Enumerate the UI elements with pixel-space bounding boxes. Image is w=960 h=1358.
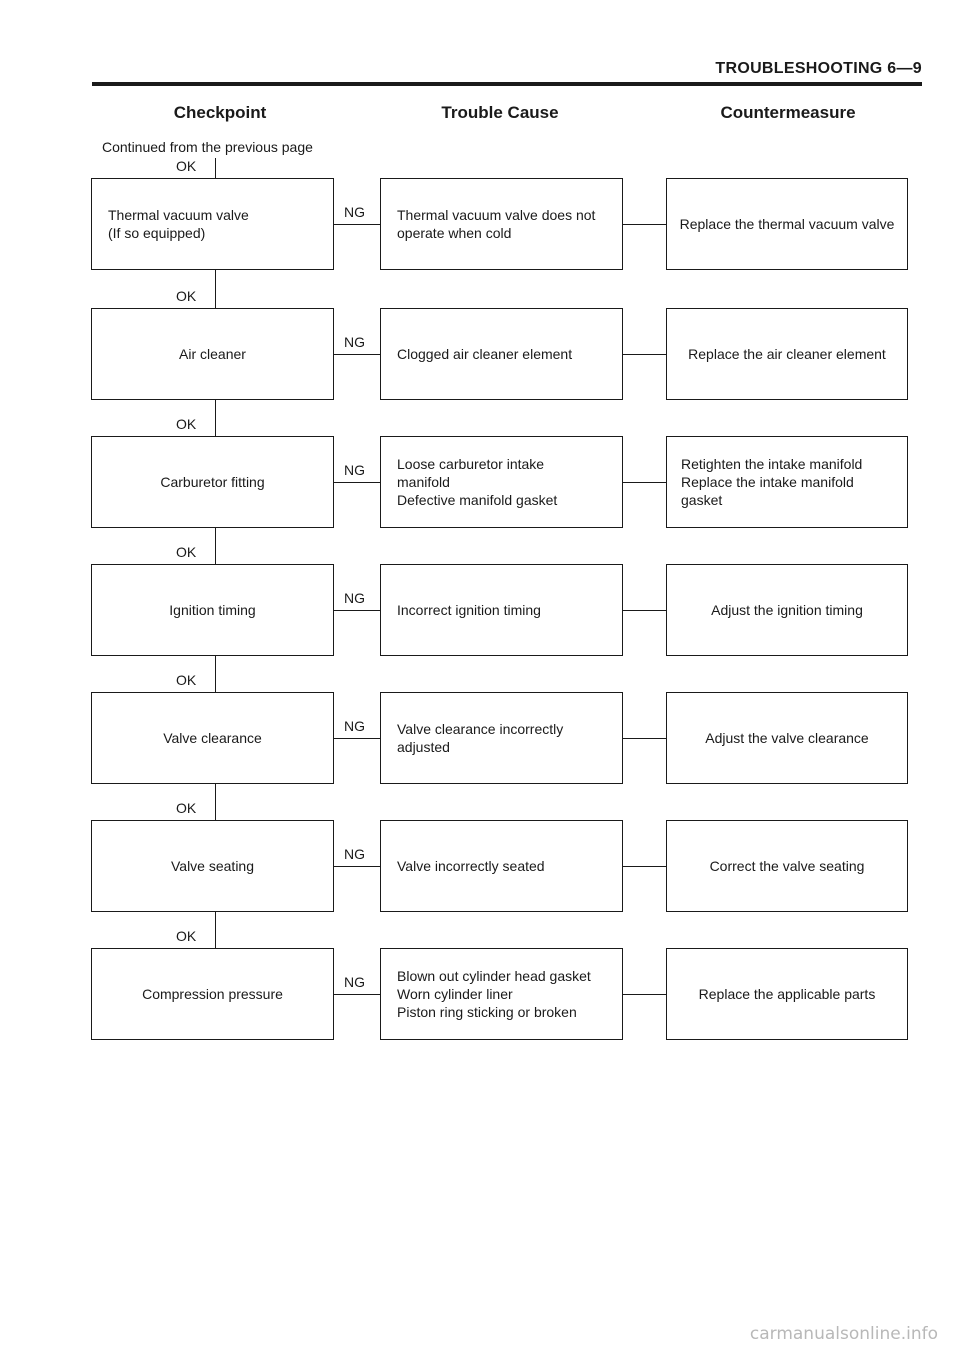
ok-label: OK bbox=[176, 288, 197, 304]
trouble-cause-box bbox=[380, 308, 623, 400]
countermeasure-box bbox=[666, 308, 908, 400]
watermark: carmanualsonline.info bbox=[749, 1324, 938, 1344]
checkpoint-box-text: Carburetor fitting bbox=[160, 474, 265, 490]
checkpoint-box-text: Air cleaner bbox=[179, 346, 246, 362]
trouble-cause-box-text: Clogged air cleaner element bbox=[397, 346, 573, 362]
ng-connector bbox=[334, 482, 380, 483]
trouble-cause-box-text: Blown out cylinder head gasket Worn cylinder liner Piston ring sticking or broken bbox=[397, 968, 591, 1020]
ok-connector bbox=[215, 784, 216, 820]
countermeasure-box-text: Replace the applicable parts bbox=[698, 986, 876, 1002]
countermeasure-box-text: Replace the air cleaner element bbox=[688, 346, 886, 362]
checkpoint-box bbox=[91, 948, 334, 1040]
ok-label: OK bbox=[176, 416, 197, 432]
ng-connector bbox=[334, 224, 380, 225]
countermeasure-box bbox=[666, 948, 908, 1040]
continued-note: Continued from the previous page bbox=[102, 139, 313, 155]
ok-label: OK bbox=[176, 544, 197, 560]
ng-label: NG bbox=[344, 334, 365, 350]
ok-connector bbox=[215, 158, 216, 178]
ok-label: OK bbox=[176, 672, 197, 688]
ng-connector bbox=[334, 610, 380, 611]
ng-label: NG bbox=[344, 974, 365, 990]
ok-connector bbox=[215, 528, 216, 564]
checkpoint-box bbox=[91, 564, 334, 656]
cause-connector bbox=[623, 994, 666, 995]
column-header-checkpoint: Checkpoint bbox=[173, 103, 267, 122]
cause-connector bbox=[623, 866, 666, 867]
trouble-cause-box-text: Incorrect ignition timing bbox=[397, 602, 541, 618]
cause-connector bbox=[623, 610, 666, 611]
cause-connector bbox=[623, 482, 666, 483]
trouble-cause-box-text: Thermal vacuum valve does not operate when cold bbox=[397, 207, 596, 241]
trouble-cause-box bbox=[380, 692, 623, 784]
trouble-cause-box bbox=[380, 948, 623, 1040]
trouble-cause-box-text: Valve incorrectly seated bbox=[397, 858, 545, 874]
checkpoint-box bbox=[91, 436, 334, 528]
column-header-trouble-cause: Trouble Cause bbox=[441, 103, 559, 122]
checkpoint-box-text: Compression pressure bbox=[142, 986, 283, 1002]
ng-connector bbox=[334, 738, 380, 739]
ng-connector bbox=[334, 866, 380, 867]
countermeasure-box bbox=[666, 178, 908, 270]
checkpoint-box bbox=[91, 820, 334, 912]
ng-connector bbox=[334, 354, 380, 355]
countermeasure-box bbox=[666, 436, 908, 528]
countermeasure-box-text: Replace the thermal vacuum valve bbox=[679, 216, 895, 232]
column-header-countermeasure: Countermeasure bbox=[720, 103, 856, 122]
countermeasure-box bbox=[666, 692, 908, 784]
trouble-cause-box-text: Loose carburetor intake manifold Defective manifold gasket bbox=[397, 456, 558, 508]
ok-label: OK bbox=[176, 158, 197, 174]
countermeasure-box-text: Retighten the intake manifold Replace the intake manifold gasket bbox=[681, 456, 863, 508]
checkpoint-box-text: Thermal vacuum valve (If so equipped) bbox=[108, 207, 249, 241]
ng-label: NG bbox=[344, 590, 365, 606]
trouble-cause-box bbox=[380, 564, 623, 656]
countermeasure-box bbox=[666, 820, 908, 912]
cause-connector bbox=[623, 354, 666, 355]
trouble-cause-box bbox=[380, 820, 623, 912]
ok-label: OK bbox=[176, 800, 197, 816]
header-rule bbox=[92, 82, 922, 86]
ng-label: NG bbox=[344, 846, 365, 862]
ok-label: OK bbox=[176, 928, 197, 944]
ng-label: NG bbox=[344, 718, 365, 734]
countermeasure-box-text: Adjust the ignition timing bbox=[711, 602, 863, 618]
trouble-cause-box-text: Valve clearance incorrectly adjusted bbox=[397, 721, 564, 755]
countermeasure-box-text: Correct the valve seating bbox=[709, 858, 865, 874]
countermeasure-box bbox=[666, 564, 908, 656]
page-title: TROUBLESHOOTING 6—9 bbox=[715, 60, 922, 77]
ok-connector bbox=[215, 656, 216, 692]
ng-label: NG bbox=[344, 462, 365, 478]
checkpoint-box-text: Ignition timing bbox=[169, 602, 256, 618]
ok-connector bbox=[215, 270, 216, 308]
checkpoint-box-text: Valve clearance bbox=[163, 730, 262, 746]
ok-connector bbox=[215, 400, 216, 436]
trouble-cause-box bbox=[380, 436, 623, 528]
countermeasure-box-text: Adjust the valve clearance bbox=[705, 730, 869, 746]
checkpoint-box-text: Valve seating bbox=[170, 858, 254, 874]
checkpoint-box bbox=[91, 692, 334, 784]
cause-connector bbox=[623, 224, 666, 225]
checkpoint-box bbox=[91, 308, 334, 400]
trouble-cause-box bbox=[380, 178, 623, 270]
ok-connector bbox=[215, 912, 216, 948]
checkpoint-box bbox=[91, 178, 334, 270]
ng-label: NG bbox=[344, 204, 365, 220]
ng-connector bbox=[334, 994, 380, 995]
cause-connector bbox=[623, 738, 666, 739]
